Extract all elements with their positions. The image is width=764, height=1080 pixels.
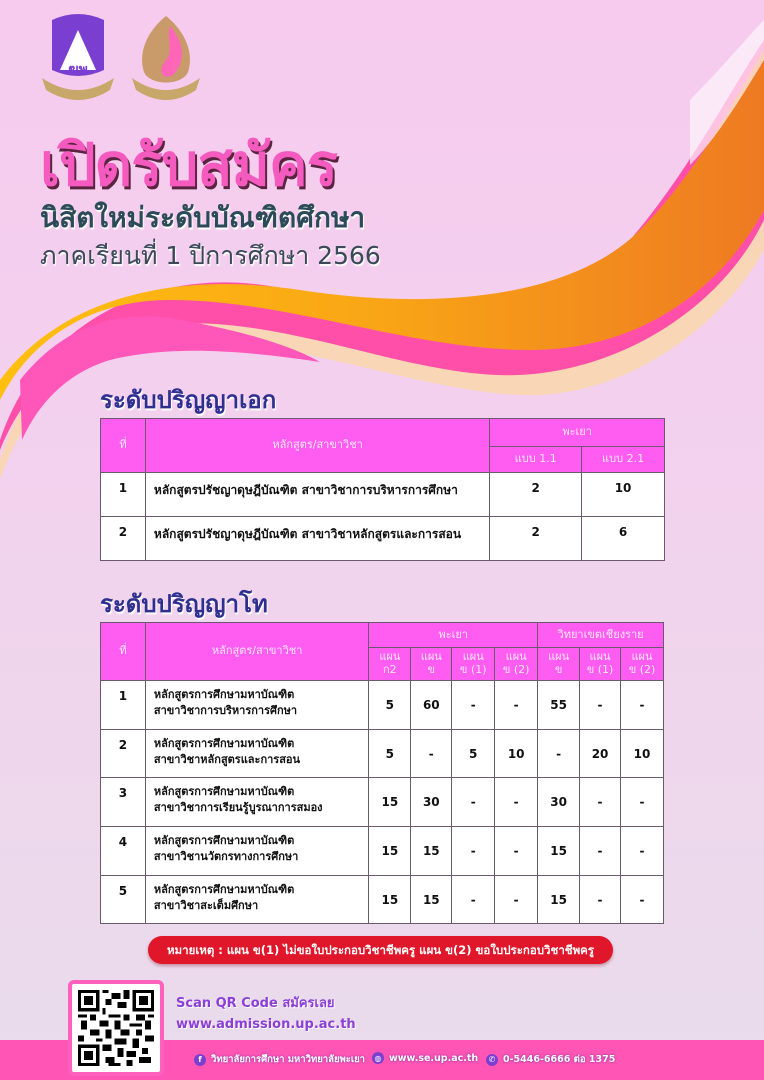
logo-group (38, 12, 206, 108)
row-value: - (452, 827, 495, 876)
row-value: - (621, 827, 664, 876)
row-value: 15 (369, 876, 411, 924)
masters-section-title: ระดับปริญญาโท (100, 590, 268, 618)
row-value: - (495, 827, 538, 876)
row-value: 30 (411, 778, 452, 827)
row-course: หลักสูตรการศึกษามหาบัณฑิต สาขาวิชาการบริหารการศึกษา (145, 681, 369, 730)
col-header-course: หลักสูตร/สาขาวิชา (145, 623, 369, 681)
col-header-plan: แผน ข (1) (452, 648, 495, 681)
row-no: 2 (101, 517, 146, 561)
col-header-plan: แผน ข (2) (495, 648, 538, 681)
phone-contact[interactable] (486, 1052, 615, 1067)
qr-code-card[interactable] (68, 980, 164, 1076)
doctoral-table (100, 418, 665, 561)
row-value: 15 (538, 827, 580, 876)
row-no: 3 (101, 778, 146, 827)
row-value: 15 (369, 778, 411, 827)
row-value: - (621, 876, 664, 924)
col-header-plan: แผน ข (538, 648, 580, 681)
scan-qr-label: Scan QR Code สมัครเลย (176, 996, 335, 1011)
row-no: 4 (101, 827, 146, 876)
row-value: 5 (452, 730, 495, 778)
col-header-plan: แผน ก2 (369, 648, 411, 681)
remark-banner: หมายเหตุ : แผน ข(1) ไม่ขอใบประกอบวิชาชีพครู แผน ข(2) ขอใบประกอบวิชาชีพครู (148, 936, 613, 964)
table-row (101, 473, 665, 517)
row-value: - (452, 778, 495, 827)
row-value: 20 (580, 730, 621, 778)
row-value: - (621, 778, 664, 827)
row-value: 10 (582, 473, 665, 517)
row-value: - (452, 681, 495, 730)
row-value: - (452, 876, 495, 924)
col-header-plan: แบบ 2.1 (582, 447, 665, 473)
table-row (101, 827, 664, 876)
col-header-campus-chiangrai: วิทยาเขตเชียงราย (538, 623, 664, 648)
row-value: - (621, 681, 664, 730)
facebook-contact[interactable] (194, 1052, 365, 1067)
row-value: 10 (621, 730, 664, 778)
col-header-no: ที่ (101, 419, 146, 473)
svg-text:ฆพ: ฆพ (68, 62, 88, 78)
table-row (101, 681, 664, 730)
school-of-education-logo-icon (126, 12, 206, 108)
row-value: 15 (411, 876, 452, 924)
phone-icon: ✆ (486, 1054, 498, 1066)
facebook-icon: f (194, 1054, 206, 1066)
row-course: หลักสูตรการศึกษามหาบัณฑิต สาขาวิชาหลักสูตรและการสอน (145, 730, 369, 778)
globe-icon: ◍ (372, 1052, 384, 1064)
row-value: 5 (369, 681, 411, 730)
facebook-label: วิทยาลัยการศึกษา มหาวิทยาลัยพะเยา (211, 1054, 366, 1065)
row-value: - (495, 778, 538, 827)
row-value: 2 (490, 517, 582, 561)
row-value: 55 (538, 681, 580, 730)
phone-label: 0-5446-6666 ต่อ 1375 (503, 1054, 616, 1065)
row-value: - (495, 681, 538, 730)
row-value: 10 (495, 730, 538, 778)
row-value: - (411, 730, 452, 778)
university-logo-icon (38, 12, 118, 108)
col-header-plan: แบบ 1.1 (490, 447, 582, 473)
table-row (101, 876, 664, 924)
col-header-course: หลักสูตร/สาขาวิชา (145, 419, 489, 473)
row-course: หลักสูตรการศึกษามหาบัณฑิต สาขาวิชาสะเต็มศึกษา (145, 876, 369, 924)
col-header-campus-phayao: พะเยา (369, 623, 538, 648)
row-value: 30 (538, 778, 580, 827)
qr-code-icon (78, 990, 154, 1066)
row-no: 1 (101, 473, 146, 517)
row-value: 6 (582, 517, 665, 561)
row-value: - (580, 681, 621, 730)
row-value: - (538, 730, 580, 778)
row-value: - (580, 827, 621, 876)
row-no: 5 (101, 876, 146, 924)
row-course: หลักสูตรการศึกษามหาบัณฑิต สาขาวิชานวัตกรทางการศึกษา (145, 827, 369, 876)
admission-url-link[interactable]: www.admission.up.ac.th (176, 1017, 356, 1032)
row-value: - (580, 876, 621, 924)
table-row (101, 517, 665, 561)
page-subtitle: นิสิตใหม่ระดับบัณฑิตศึกษา (40, 201, 366, 234)
row-value: - (580, 778, 621, 827)
row-value: 60 (411, 681, 452, 730)
masters-table (100, 622, 664, 924)
row-no: 2 (101, 730, 146, 778)
website-contact[interactable] (372, 1052, 478, 1064)
col-header-campus: พะเยา (490, 419, 665, 447)
doctoral-section-title: ระดับปริญญาเอก (100, 386, 277, 414)
page-title: เปิดรับสมัคร (40, 131, 337, 199)
row-course: หลักสูตรปรัชญาดุษฎีบัณฑิต สาขาวิชาการบริหารการศึกษา (145, 473, 489, 517)
col-header-plan: แผน ข (2) (621, 648, 664, 681)
table-row (101, 730, 664, 778)
row-value: 2 (490, 473, 582, 517)
row-no: 1 (101, 681, 146, 730)
row-value: 15 (411, 827, 452, 876)
col-header-no: ที่ (101, 623, 146, 681)
row-value: 15 (369, 827, 411, 876)
table-row (101, 778, 664, 827)
website-label: www.se.up.ac.th (389, 1052, 479, 1064)
row-value: 5 (369, 730, 411, 778)
row-value: 15 (538, 876, 580, 924)
col-header-plan: แผน ข (411, 648, 452, 681)
col-header-plan: แผน ข (1) (580, 648, 621, 681)
row-value: - (495, 876, 538, 924)
row-course: หลักสูตรปรัชญาดุษฎีบัณฑิต สาขาวิชาหลักสูตรและการสอน (145, 517, 489, 561)
row-course: หลักสูตรการศึกษามหาบัณฑิต สาขาวิชาการเรียนรู้บูรณาการสมอง (145, 778, 369, 827)
academic-term: ภาคเรียนที่ 1 ปีการศึกษา 2566 (40, 241, 381, 270)
